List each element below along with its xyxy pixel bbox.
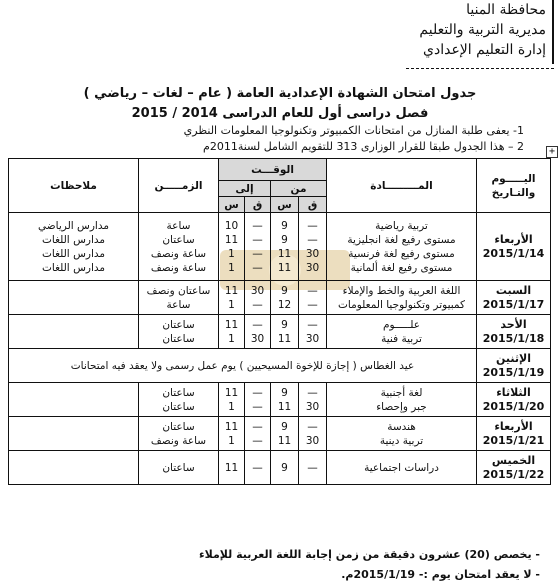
duration-cell: ساعتان ونصف ساعة — [139, 281, 219, 315]
header-time: الوقـــت — [219, 159, 327, 181]
header-hours: س — [219, 197, 245, 213]
notes-cell — [9, 383, 139, 417]
subject-cell: علـــــوم تربية فنية — [327, 315, 477, 349]
from-minutes-cell: — — [299, 451, 327, 485]
from-minutes-cell: — 30 — [299, 383, 327, 417]
from-hours-cell: 9 11 — [271, 417, 299, 451]
from-hours-cell: 9 12 — [271, 281, 299, 315]
notes-cell: مدارس الرياضي مدارس اللغات مدارس اللغات مدارس اللغات — [9, 213, 139, 281]
from-minutes-cell: — 30 — [299, 417, 327, 451]
notes-cell — [9, 315, 139, 349]
subject-cell: لغة أجنبية جبر وإحصاء — [327, 383, 477, 417]
from-hours-cell: 9 11 — [271, 315, 299, 349]
header-subject: المـــــــــادة — [327, 159, 477, 213]
day-cell: السبت 2015/1/17 — [477, 281, 551, 315]
notes-cell — [9, 281, 139, 315]
to-hours-cell: 11 1 — [219, 281, 245, 315]
to-hours-cell: 10 11 1 1 — [219, 213, 245, 281]
table-row — [9, 451, 551, 485]
header-day: اليـــــوم والتـاريخ — [477, 159, 551, 213]
duration-cell: ساعتان ساعتان — [139, 315, 219, 349]
to-hours-cell: 11 — [219, 451, 245, 485]
duration-cell: ساعتان ساعتان — [139, 383, 219, 417]
from-minutes-cell: — — 30 30 — [299, 213, 327, 281]
table-row — [9, 281, 551, 315]
day-cell: الأربعاء 2015/1/21 — [477, 417, 551, 451]
notes-cell — [9, 417, 139, 451]
letterhead-rule — [552, 0, 554, 64]
table-row — [9, 213, 551, 281]
to-minutes-cell: — — [245, 451, 271, 485]
header-duration: الزمـــــن — [139, 159, 219, 213]
to-hours-cell: 11 1 — [219, 383, 245, 417]
table-row — [9, 383, 551, 417]
letterhead-divider — [406, 68, 554, 69]
footer-note: - لا يعقد امتحان يوم :- 2015/1/19م. — [341, 568, 540, 581]
from-hours-cell: 9 11 — [271, 383, 299, 417]
note-item: 2 – هذا الجدول طبقا للقرار الوزارى 313 للتقويم الشامل لسنة2011م — [203, 140, 524, 153]
to-minutes-cell: 30 — — [245, 281, 271, 315]
header-hours: س — [271, 197, 299, 213]
from-hours-cell: 9 9 11 11 — [271, 213, 299, 281]
header-minutes: ق — [299, 197, 327, 213]
duration-cell: ساعة ساعتان ساعة ونصف ساعة ونصف — [139, 213, 219, 281]
exam-schedule-table — [8, 158, 551, 485]
letterhead-governorate: محافظة المنيا — [466, 2, 546, 18]
header-minutes: ق — [245, 197, 271, 213]
expand-table-icon[interactable]: + — [546, 146, 558, 158]
day-cell: الخميس 2015/1/22 — [477, 451, 551, 485]
page-subtitle: فصل دراسى أول للعام الدراسى 2014 / 2015 — [131, 106, 429, 121]
duration-cell: ساعتان — [139, 451, 219, 485]
to-minutes-cell: — — — [245, 383, 271, 417]
notes-cell — [9, 451, 139, 485]
to-hours-cell: 11 1 — [219, 315, 245, 349]
note-item: 1- يعفى طلبة المنازل من امتحانات الكمبيوتر وتكنولوجيا المعلومات النظري — [183, 124, 524, 137]
footer-note: - يخصص (20) عشرون دقيقة من زمن إجابة اللغة العربية للإملاء — [199, 548, 540, 561]
to-minutes-cell: — — — — — [245, 213, 271, 281]
day-cell: الإثنين 2015/1/19 — [477, 349, 551, 383]
letterhead-administration: إدارة التعليم الإعدادي — [423, 42, 546, 58]
to-minutes-cell: — 30 — [245, 315, 271, 349]
table-row — [9, 349, 551, 383]
subject-cell: تربية رياضية مستوى رفيع لغة انجليزية مستوى رفيع لغة فرنسية مستوى رفيع لغة ألمانية — [327, 213, 477, 281]
subject-cell: هندسة تربية دينية — [327, 417, 477, 451]
header-from: من — [271, 181, 327, 197]
from-hours-cell: 9 — [271, 451, 299, 485]
header-to: إلى — [219, 181, 271, 197]
from-minutes-cell: — — — [299, 281, 327, 315]
table-row — [9, 417, 551, 451]
to-minutes-cell: — — — [245, 417, 271, 451]
subject-cell: اللغة العربية والخط والإملاء كمبيوتر وتكنولوجيا المعلومات — [327, 281, 477, 315]
day-cell: الأحد 2015/1/18 — [477, 315, 551, 349]
header-notes: ملاحظات — [9, 159, 139, 213]
page-title: جدول امتحان الشهادة الإعدادية العامة ( عام – لغات – رياضي ) — [83, 86, 477, 101]
day-cell: الأربعاء 2015/1/14 — [477, 213, 551, 281]
letterhead-directorate: مديرية التربية والتعليم — [419, 22, 546, 38]
day-cell: الثلاثاء 2015/1/20 — [477, 383, 551, 417]
holiday-notice: عيد الغطاس ( إجازة للإخوة المسيحيين ) يوم عمل رسمى ولا يعقد فيه امتحانات — [9, 349, 477, 383]
duration-cell: ساعتان ساعة ونصف — [139, 417, 219, 451]
subject-cell: دراسات اجتماعية — [327, 451, 477, 485]
from-minutes-cell: — 30 — [299, 315, 327, 349]
to-hours-cell: 11 1 — [219, 417, 245, 451]
table-row — [9, 315, 551, 349]
